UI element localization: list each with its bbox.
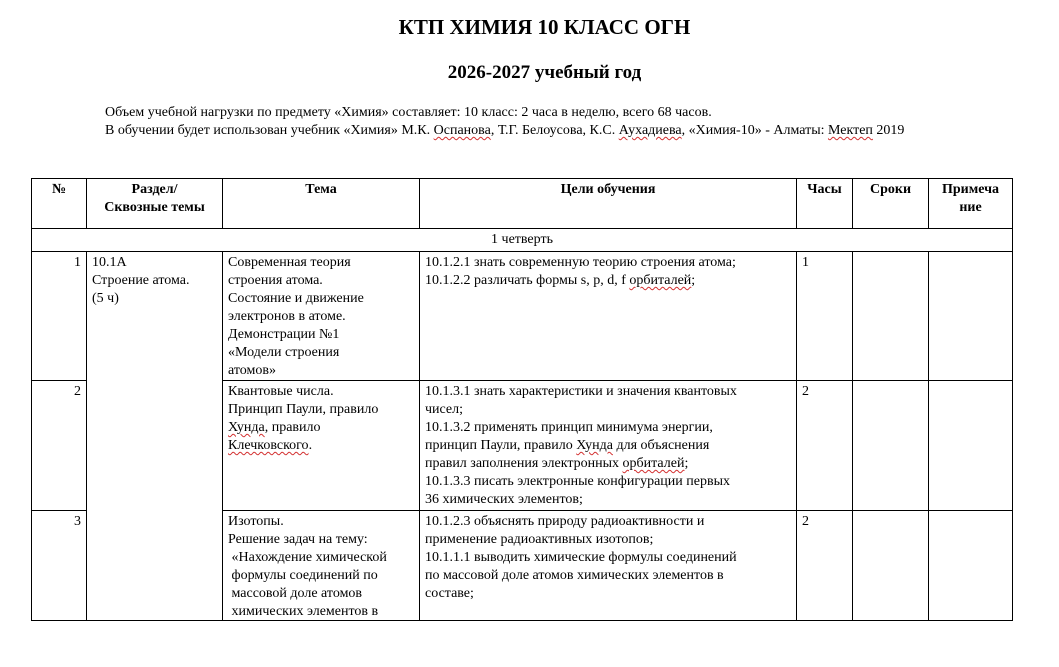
- topic-cell: [223, 381, 420, 511]
- goal-line: 10.1.3.1 знать характеристики и значения квантовых: [425, 384, 737, 399]
- header-num: №: [32, 179, 87, 229]
- notes-cell[interactable]: [929, 252, 1013, 381]
- topic-line: электронов в атоме.: [228, 309, 346, 324]
- topic-line: Принцип Паули, правило: [228, 402, 379, 417]
- topic-line: «Модели строения: [228, 345, 340, 360]
- goal-text: ;: [684, 456, 689, 471]
- spellcheck-word[interactable]: орбиталей: [629, 273, 692, 288]
- goal-text: 10.1.2.2 различать формы s, p, d, f: [425, 273, 630, 288]
- header-section-line: Раздел/: [131, 182, 178, 197]
- dates-cell[interactable]: [853, 381, 929, 511]
- topic-line: [228, 437, 414, 455]
- section-hours: (5 ч): [92, 291, 119, 306]
- section-name: Строение атома.: [92, 273, 190, 288]
- goal-line: [425, 272, 791, 290]
- topic-line: массовой доле атомов: [228, 586, 363, 601]
- header-dates: Сроки: [853, 179, 929, 229]
- quarter-row: [32, 229, 1013, 252]
- goals-cell: [420, 252, 797, 381]
- goal-text: принцип Паули, правило: [425, 438, 577, 453]
- intro-line-2: [105, 122, 1059, 140]
- topic-line: Квантовые числа.: [228, 384, 334, 399]
- intro-text: 2019: [872, 123, 905, 138]
- hours-cell: 1: [797, 252, 853, 381]
- goals-cell: [420, 381, 797, 511]
- goal-line: 10.1.1.1 выводить химические формулы соединений: [425, 550, 737, 565]
- topic-text: .: [308, 438, 313, 453]
- header-goals: Цели обучения: [420, 179, 797, 229]
- table-header-row: [32, 179, 1013, 229]
- header-hours: Часы: [797, 179, 853, 229]
- row-number: 1: [32, 252, 87, 381]
- topic-line: Решение задач на тему:: [228, 532, 368, 547]
- hours-cell: 2: [797, 381, 853, 511]
- topic-line: атомов»: [228, 363, 276, 378]
- quarter-label: 1 четверть: [32, 229, 1013, 252]
- hours-cell: 2: [797, 511, 853, 621]
- notes-cell[interactable]: [929, 511, 1013, 621]
- goal-line: [425, 455, 791, 473]
- ktp-table: [31, 178, 1013, 621]
- header-topic: Тема: [223, 179, 420, 229]
- header-section: [87, 179, 223, 229]
- document-title: КТП ХИМИЯ 10 КЛАСС ОГН: [398, 15, 691, 39]
- goal-text: ;: [691, 273, 696, 288]
- goal-line: чисел;: [425, 402, 464, 417]
- header-notes-line: Примеча: [941, 182, 1000, 197]
- goal-line: по массовой доле атомов химических элементов в: [425, 568, 724, 583]
- goal-line: 10.1.2.3 объяснять природу радиоактивности и: [425, 514, 705, 529]
- topic-line: Демонстрации №1: [228, 327, 340, 342]
- topic-line: Состояние и движение: [228, 291, 364, 306]
- intro-line-1: Объем учебной нагрузки по предмету «Химия» составляет: 10 класс: 2 часа в неделю, всего 68 часов.: [105, 105, 712, 120]
- topic-cell: [223, 252, 420, 381]
- section-cell: [87, 252, 223, 621]
- spellcheck-word[interactable]: Аухадиева: [618, 123, 682, 138]
- goal-text: правил заполнения электронных: [425, 456, 623, 471]
- goal-line: применение радиоактивных изотопов;: [425, 532, 654, 547]
- goal-line: 10.1.3.3 писать электронные конфигурации первых: [425, 474, 730, 489]
- intro-paragraph: [105, 104, 1059, 140]
- intro-text: , Т.Г. Белоусова, К.С.: [490, 123, 619, 138]
- table-row: [32, 252, 1013, 381]
- goal-line: 36 химических элементов;: [425, 492, 583, 507]
- section-code: 10.1А: [92, 255, 127, 270]
- topic-line: строения атома.: [228, 273, 323, 288]
- spellcheck-word[interactable]: Хунда: [228, 420, 265, 435]
- topic-text: , правило: [264, 420, 321, 435]
- spellcheck-word[interactable]: Клечковского: [228, 438, 309, 453]
- topic-cell: [223, 511, 420, 621]
- spellcheck-word[interactable]: Оспанова: [433, 123, 491, 138]
- spellcheck-word[interactable]: Хунда: [576, 438, 613, 453]
- topic-line: Изотопы.: [228, 514, 284, 529]
- topic-line: формулы соединений по: [228, 568, 378, 583]
- row-number: 2: [32, 381, 87, 511]
- goal-line: [425, 437, 791, 455]
- document-subtitle: 2026-2027 учебный год: [447, 62, 642, 83]
- header-notes: [929, 179, 1013, 229]
- goal-line: 10.1.2.1 знать современную теорию строения атома;: [425, 255, 736, 270]
- row-number: 3: [32, 511, 87, 621]
- intro-text: , «Химия-10» - Алматы:: [681, 123, 828, 138]
- header-section-line: Сквозные темы: [104, 200, 205, 215]
- spellcheck-word[interactable]: Мектеп: [827, 123, 873, 138]
- intro-text: В обучении будет использован учебник «Химия» М.К.: [105, 123, 434, 138]
- goal-line: 10.1.3.2 применять принцип минимума энергии,: [425, 420, 713, 435]
- goals-cell: [420, 511, 797, 621]
- topic-line: «Нахождение химической: [228, 550, 387, 565]
- notes-cell[interactable]: [929, 381, 1013, 511]
- spellcheck-word[interactable]: орбиталей: [622, 456, 685, 471]
- dates-cell[interactable]: [853, 252, 929, 381]
- topic-line: [228, 419, 414, 437]
- dates-cell[interactable]: [853, 511, 929, 621]
- goal-line: составе;: [425, 586, 474, 601]
- goal-text: для объяснения: [612, 438, 710, 453]
- topic-line: Современная теория: [228, 255, 351, 270]
- header-notes-line: ние: [959, 200, 982, 215]
- topic-line: химических элементов в: [228, 604, 379, 618]
